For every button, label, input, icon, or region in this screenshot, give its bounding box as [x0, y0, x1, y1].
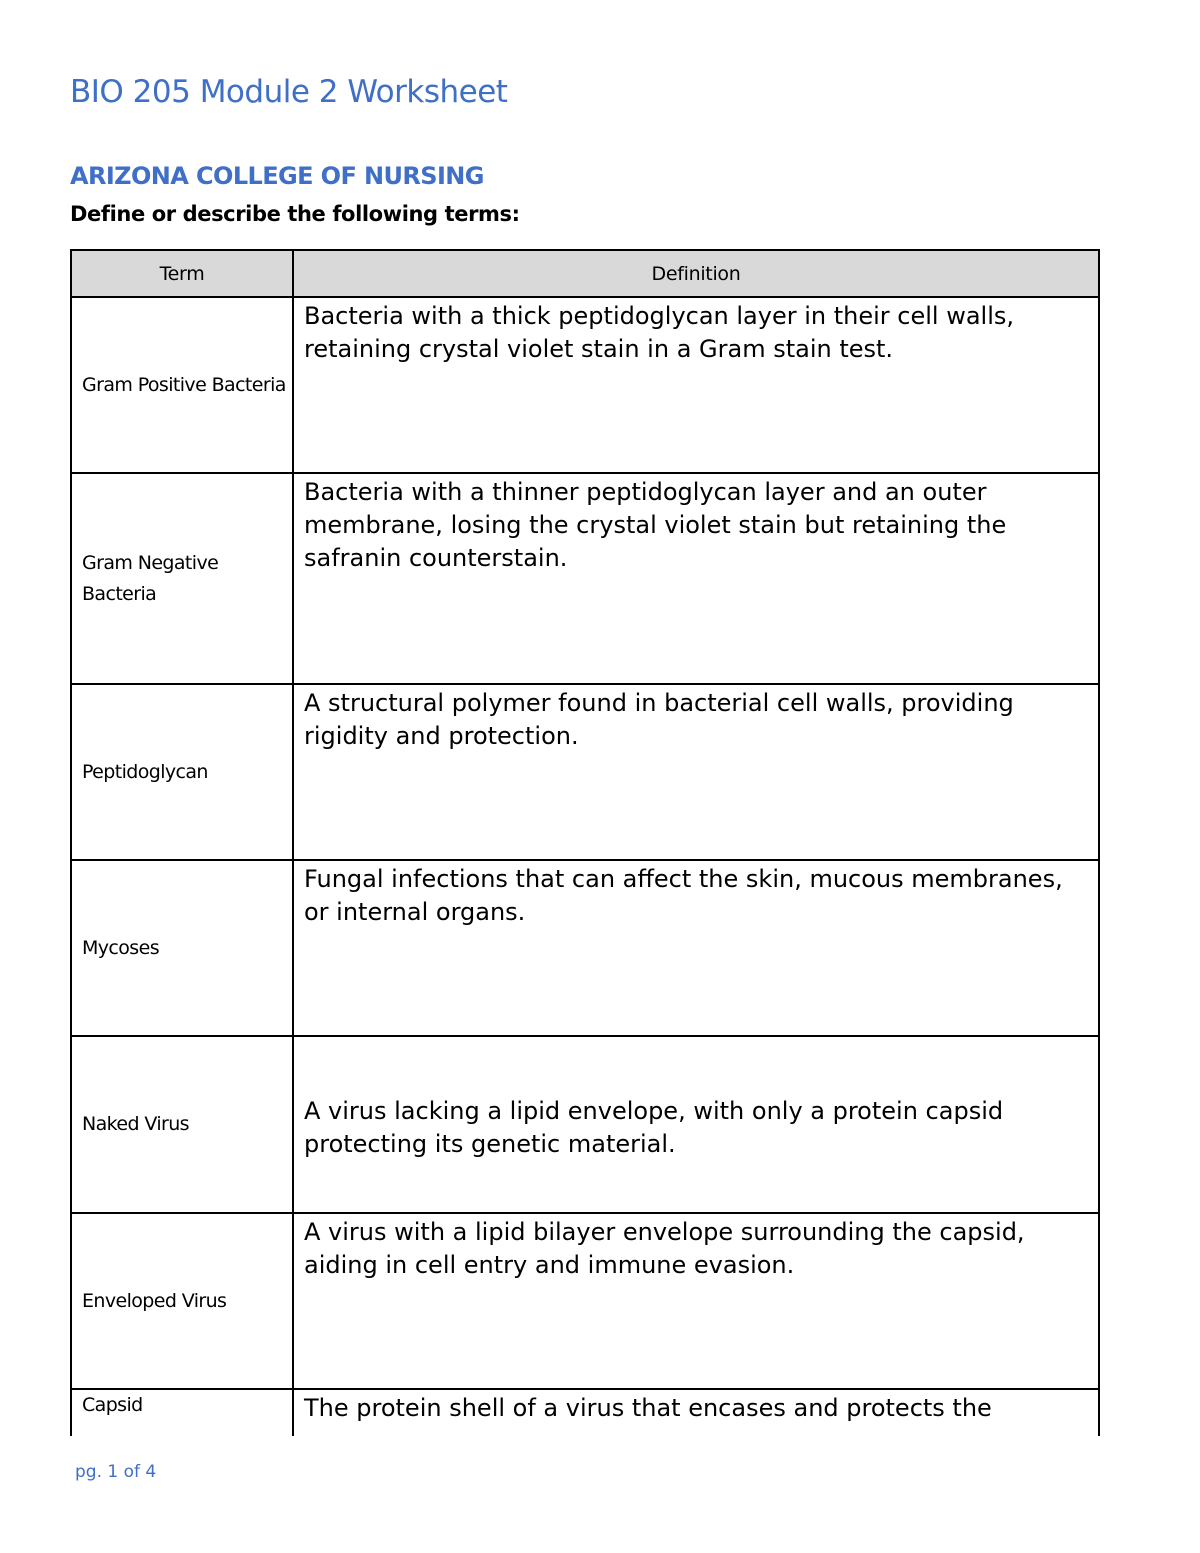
term-cell: Enveloped Virus	[72, 1213, 293, 1389]
term-cell: Gram Positive Bacteria	[72, 297, 293, 473]
table-row	[72, 297, 1098, 473]
table-header-row	[72, 251, 1098, 297]
instructions-text: Define or describe the following terms:	[70, 202, 520, 226]
table-row	[72, 473, 1098, 684]
terms-table	[72, 251, 1098, 1436]
term-cell: Naked Virus	[72, 1036, 293, 1213]
definition-cell: A virus lacking a lipid envelope, with only a protein capsid protecting its genetic material.	[293, 1036, 1098, 1213]
definition-cell: Fungal infections that can affect the skin, mucous membranes, or internal organs.	[293, 860, 1098, 1036]
term-column-header: Term	[72, 251, 293, 297]
term-cell: Gram Negative Bacteria	[72, 473, 293, 684]
definition-cell: Bacteria with a thick peptidoglycan layer in their cell walls, retaining crystal violet stain in a Gram stain test.	[293, 297, 1098, 473]
table-row	[72, 1036, 1098, 1213]
terms-table-container	[70, 249, 1100, 1436]
definition-cell: A structural polymer found in bacterial cell walls, providing rigidity and protection.	[293, 684, 1098, 860]
page-number: pg. 1 of 4	[75, 1462, 157, 1482]
term-cell: Mycoses	[72, 860, 293, 1036]
definition-cell: Bacteria with a thinner peptidoglycan layer and an outer membrane, losing the crystal violet stain but retaining the safranin counterstain.	[293, 473, 1098, 684]
document-title: BIO 205 Module 2 Worksheet	[70, 74, 508, 110]
term-cell: Peptidoglycan	[72, 684, 293, 860]
definition-cell: The protein shell of a virus that encases and protects the	[293, 1389, 1098, 1436]
college-heading: ARIZONA COLLEGE OF NURSING	[70, 162, 484, 190]
table-row	[72, 684, 1098, 860]
table-row	[72, 1389, 1098, 1436]
term-cell: Capsid	[72, 1389, 293, 1436]
definition-cell: A virus with a lipid bilayer envelope surrounding the capsid, aiding in cell entry and immune evasion.	[293, 1213, 1098, 1389]
definition-column-header: Definition	[293, 251, 1098, 297]
table-row	[72, 1213, 1098, 1389]
table-row	[72, 860, 1098, 1036]
